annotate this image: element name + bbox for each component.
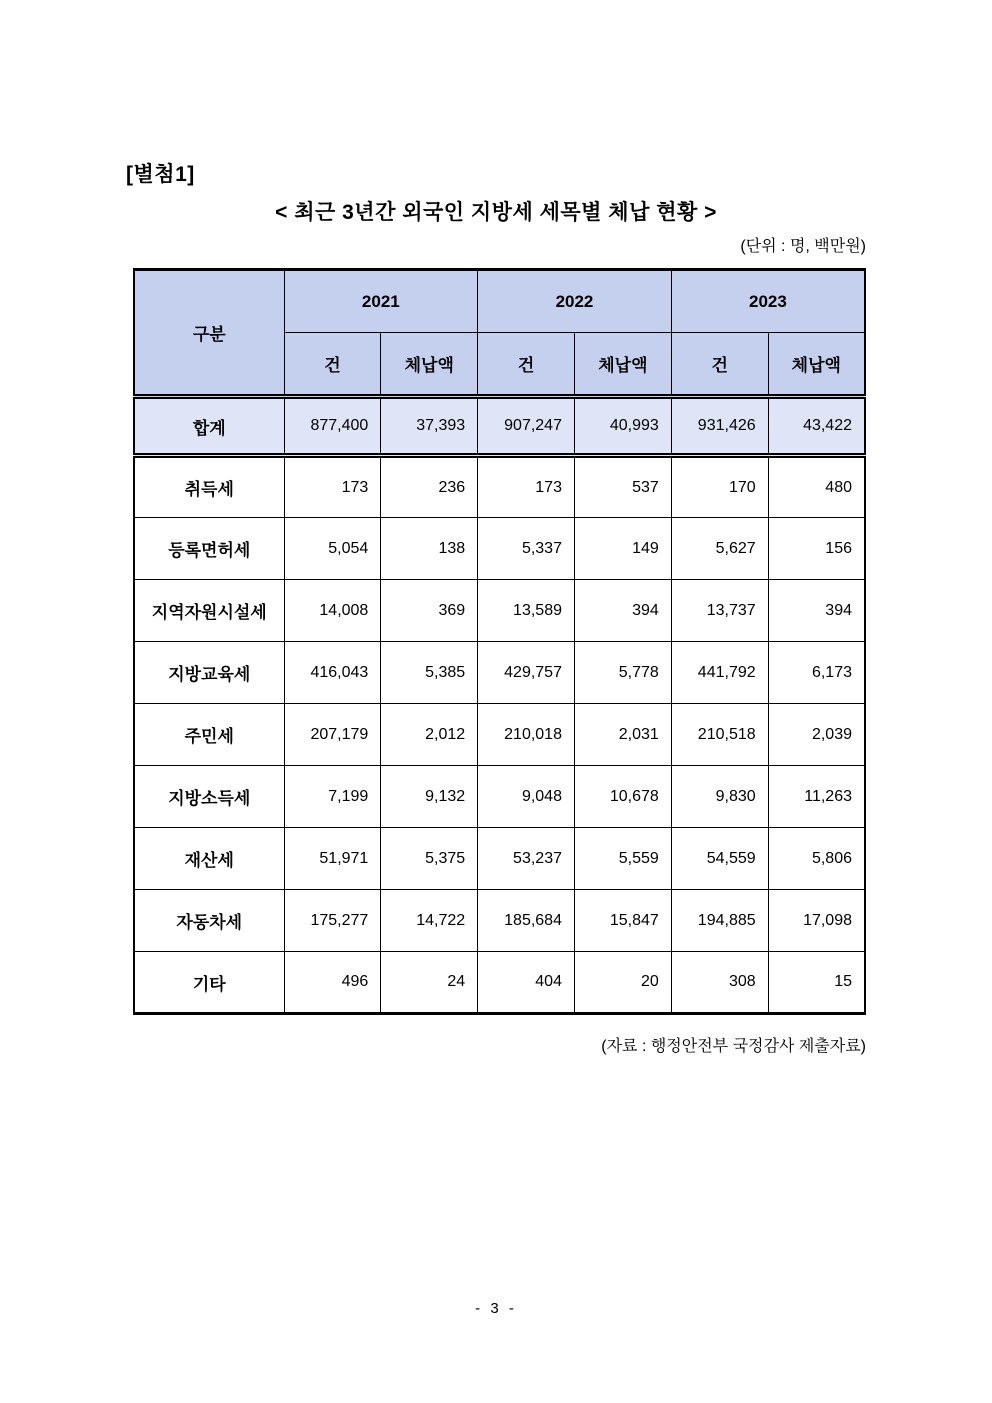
value-cell: 40,993	[574, 397, 671, 456]
unit-note: (단위 : 명, 백만원)	[740, 238, 866, 255]
tax-delinquency-table	[133, 268, 866, 1015]
value-cell: 54,559	[671, 828, 768, 890]
value-cell: 496	[284, 952, 381, 1014]
row-label: 지방소득세	[134, 766, 284, 828]
column-header-year-2022: 2022	[478, 270, 672, 333]
row-label: 주민세	[134, 704, 284, 766]
value-cell: 236	[381, 456, 478, 518]
value-cell: 207,179	[284, 704, 381, 766]
value-cell: 416,043	[284, 642, 381, 704]
value-cell: 5,806	[768, 828, 865, 890]
table-header	[134, 270, 865, 397]
value-cell: 53,237	[478, 828, 575, 890]
table-row	[134, 642, 865, 704]
value-cell: 480	[768, 456, 865, 518]
value-cell: 5,559	[574, 828, 671, 890]
value-cell: 185,684	[478, 890, 575, 952]
row-label: 재산세	[134, 828, 284, 890]
value-cell: 24	[381, 952, 478, 1014]
value-cell: 210,518	[671, 704, 768, 766]
value-cell: 441,792	[671, 642, 768, 704]
row-label: 기타	[134, 952, 284, 1014]
value-cell: 173	[478, 456, 575, 518]
value-cell: 11,263	[768, 766, 865, 828]
column-header-count: 건	[478, 333, 575, 397]
table-row	[134, 580, 865, 642]
value-cell: 194,885	[671, 890, 768, 952]
value-cell: 17,098	[768, 890, 865, 952]
value-cell: 907,247	[478, 397, 575, 456]
value-cell: 5,385	[381, 642, 478, 704]
table-row	[134, 704, 865, 766]
value-cell: 149	[574, 518, 671, 580]
attachment-label: [별첨1]	[126, 163, 195, 186]
value-cell: 6,173	[768, 642, 865, 704]
value-cell: 43,422	[768, 397, 865, 456]
row-label: 자동차세	[134, 890, 284, 952]
value-cell: 2,012	[381, 704, 478, 766]
year-header-row	[134, 270, 865, 333]
row-label: 지방교육세	[134, 642, 284, 704]
value-cell: 2,031	[574, 704, 671, 766]
value-cell: 369	[381, 580, 478, 642]
value-cell: 9,048	[478, 766, 575, 828]
column-header-group: 구분	[134, 270, 284, 397]
table-row	[134, 828, 865, 890]
value-cell: 931,426	[671, 397, 768, 456]
column-header-count: 건	[284, 333, 381, 397]
total-row	[134, 397, 865, 456]
value-cell: 14,008	[284, 580, 381, 642]
value-cell: 170	[671, 456, 768, 518]
value-cell: 7,199	[284, 766, 381, 828]
value-cell: 20	[574, 952, 671, 1014]
column-header-year-2021: 2021	[284, 270, 478, 333]
value-cell: 394	[574, 580, 671, 642]
table-row	[134, 890, 865, 952]
value-cell: 173	[284, 456, 381, 518]
row-label-total: 합계	[134, 397, 284, 456]
value-cell: 37,393	[381, 397, 478, 456]
value-cell: 5,337	[478, 518, 575, 580]
value-cell: 5,778	[574, 642, 671, 704]
source-note: (자료 : 행정안전부 국정감사 제출자료)	[601, 1038, 866, 1055]
column-header-amount: 체납액	[768, 333, 865, 397]
value-cell: 51,971	[284, 828, 381, 890]
value-cell: 9,132	[381, 766, 478, 828]
value-cell: 308	[671, 952, 768, 1014]
column-header-amount: 체납액	[574, 333, 671, 397]
value-cell: 13,589	[478, 580, 575, 642]
value-cell: 15	[768, 952, 865, 1014]
row-label: 취득세	[134, 456, 284, 518]
value-cell: 5,627	[671, 518, 768, 580]
value-cell: 429,757	[478, 642, 575, 704]
column-header-year-2023: 2023	[671, 270, 865, 333]
table-row	[134, 766, 865, 828]
value-cell: 175,277	[284, 890, 381, 952]
value-cell: 537	[574, 456, 671, 518]
value-cell: 404	[478, 952, 575, 1014]
value-cell: 138	[381, 518, 478, 580]
value-cell: 2,039	[768, 704, 865, 766]
value-cell: 15,847	[574, 890, 671, 952]
column-header-count: 건	[671, 333, 768, 397]
table-row	[134, 518, 865, 580]
row-label: 등록면허세	[134, 518, 284, 580]
table-row	[134, 456, 865, 518]
table-body	[134, 397, 865, 1014]
value-cell: 156	[768, 518, 865, 580]
row-label: 지역자원시설세	[134, 580, 284, 642]
page-number: - 3 -	[475, 1300, 517, 1317]
value-cell: 10,678	[574, 766, 671, 828]
value-cell: 14,722	[381, 890, 478, 952]
value-cell: 5,375	[381, 828, 478, 890]
table-wrapper	[133, 268, 866, 1015]
value-cell: 9,830	[671, 766, 768, 828]
value-cell: 13,737	[671, 580, 768, 642]
table-row	[134, 952, 865, 1014]
value-cell: 394	[768, 580, 865, 642]
value-cell: 210,018	[478, 704, 575, 766]
page-title: < 최근 3년간 외국인 지방세 세목별 체납 현황 >	[275, 201, 717, 224]
value-cell: 877,400	[284, 397, 381, 456]
value-cell: 5,054	[284, 518, 381, 580]
column-header-amount: 체납액	[381, 333, 478, 397]
